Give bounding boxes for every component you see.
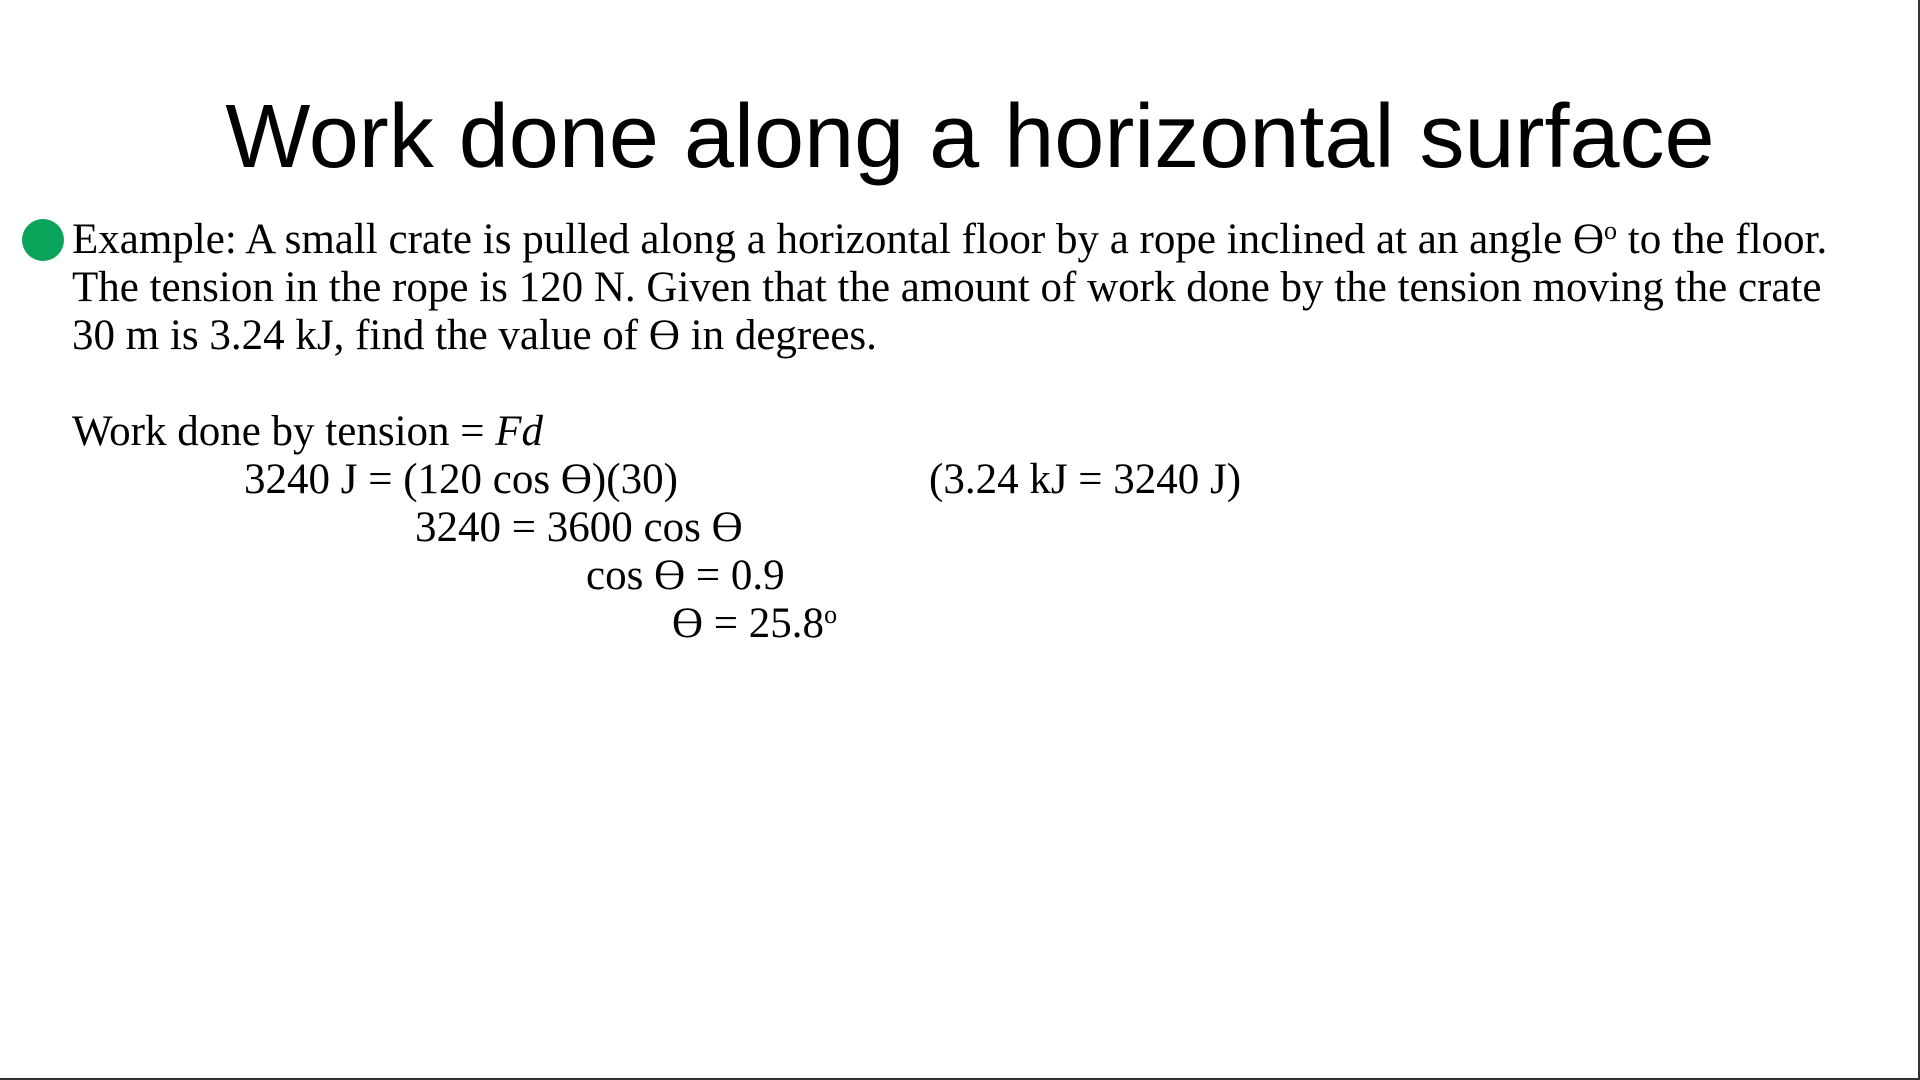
work-done-line bbox=[72, 408, 543, 456]
example-line-3: 30 m is 3.24 kJ, find the value of ϴ in degrees. bbox=[72, 312, 877, 359]
example-paragraph bbox=[72, 216, 1872, 360]
equation-line-1: 3240 J = (120 cos ϴ)(30) bbox=[244, 456, 678, 503]
example-line-1-text: Example: A small crate is pulled along a horizontal floor by a rope inclined at an angle ϴ bbox=[72, 216, 1605, 263]
answer-degree-symbol: o bbox=[824, 600, 838, 629]
conversion-note: (3.24 kJ = 3240 J) bbox=[929, 456, 1242, 503]
equation-line-3: cos ϴ = 0.9 bbox=[586, 552, 785, 599]
example-line-1 bbox=[72, 216, 1872, 264]
equation-line-4-text: ϴ = 25.8 bbox=[672, 600, 825, 647]
equation-line-4 bbox=[672, 600, 837, 648]
work-done-label: Work done by tension = bbox=[72, 408, 496, 455]
slide-title: Work done along a horizontal surface bbox=[225, 87, 1715, 187]
bullet-icon bbox=[22, 219, 64, 261]
degree-symbol: o bbox=[1604, 216, 1618, 245]
work-done-formula: Fd bbox=[495, 408, 544, 455]
example-line-2: The tension in the rope is 120 N. Given that the amount of work done by the tension moving the crate bbox=[72, 264, 1822, 311]
example-line-1-end: to the floor. bbox=[1617, 216, 1828, 263]
equation-line-2: 3240 = 3600 cos ϴ bbox=[415, 504, 743, 551]
